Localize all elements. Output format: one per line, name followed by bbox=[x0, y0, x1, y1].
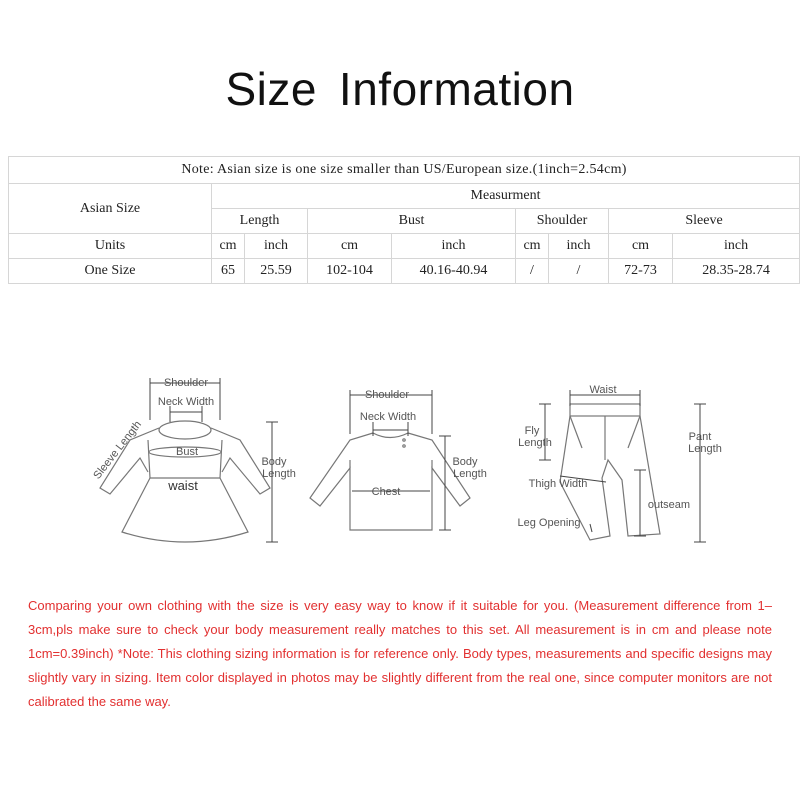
units-label: Units bbox=[9, 234, 212, 259]
dress-sleeve-length-label: Sleeve Length bbox=[91, 418, 145, 482]
value-cell: 102-104 bbox=[308, 259, 392, 284]
title-word-size: Size bbox=[225, 63, 317, 115]
unit-cell: inch bbox=[245, 234, 308, 259]
value-cell: 65 bbox=[212, 259, 245, 284]
group-length: Length bbox=[212, 209, 308, 234]
size-name: One Size bbox=[9, 259, 212, 284]
unit-cell: inch bbox=[392, 234, 516, 259]
pants-fly-length-label: Length bbox=[518, 437, 552, 449]
shirt-shoulder-label: Shoulder bbox=[364, 389, 410, 401]
pants-pant-length-label: Length bbox=[688, 443, 722, 455]
value-cell: / bbox=[549, 259, 609, 284]
dress-shoulder-label: Shoulder bbox=[163, 377, 209, 389]
unit-cell: cm bbox=[212, 234, 245, 259]
table-note: Note: Asian size is one size smaller than US/European size.(1inch=2.54cm) bbox=[9, 157, 800, 184]
unit-cell: cm bbox=[308, 234, 392, 259]
shirt-chest-label: Chest bbox=[371, 486, 401, 498]
dress-bust-label: Bust bbox=[175, 446, 199, 458]
shirt-neck-width-label: Neck Width bbox=[359, 411, 417, 423]
pants-fly-label: Fly bbox=[524, 425, 540, 437]
group-bust: Bust bbox=[308, 209, 516, 234]
value-cell: 28.35-28.74 bbox=[673, 259, 800, 284]
pants-leg-opening-label: Leg Opening bbox=[517, 517, 581, 529]
measurement-diagrams bbox=[0, 360, 800, 560]
value-cell: / bbox=[516, 259, 549, 284]
value-cell: 72-73 bbox=[609, 259, 673, 284]
dress-length-label: Length bbox=[262, 468, 296, 480]
value-cell: 25.59 bbox=[245, 259, 308, 284]
shirt-length-label: Length bbox=[453, 468, 487, 480]
table-row bbox=[9, 259, 800, 284]
sizing-disclaimer: Comparing your own clothing with the size is very easy way to know if it suitable for you. (Measurement difference from 1– 3cm,pls make sure to check your body measurement really matches to this set. All measurement is in cm and please note 1cm=0.39inch) *Note: This clothing sizing information is for reference only. Body types, measurements and specific designs may slightly vary in sizing. Item color displayed in photos may be slightly different from the real one, since computer monitors are not calibrated the same way. bbox=[28, 598, 772, 709]
pants-outseam-label: outseam bbox=[647, 499, 691, 511]
group-shoulder: Shoulder bbox=[516, 209, 609, 234]
table-header-row bbox=[9, 184, 800, 209]
asian-size-header: Asian Size bbox=[9, 184, 212, 234]
pants-thigh-width-label: Thigh Width bbox=[528, 478, 588, 490]
group-sleeve: Sleeve bbox=[609, 209, 800, 234]
table-note-row bbox=[9, 157, 800, 184]
shirt-diagram bbox=[300, 360, 500, 560]
dress-body-label: Body bbox=[261, 456, 287, 468]
unit-cell: cm bbox=[516, 234, 549, 259]
pants-pant-label: Pant bbox=[688, 431, 712, 443]
dress-diagram bbox=[90, 360, 296, 560]
shirt-body-label: Body bbox=[452, 456, 478, 468]
pants-waist-label: Waist bbox=[589, 384, 617, 396]
unit-cell: inch bbox=[673, 234, 800, 259]
measurement-header: Measurment bbox=[212, 184, 800, 209]
pants-diagram bbox=[510, 360, 730, 560]
value-cell: 40.16-40.94 bbox=[392, 259, 516, 284]
size-table bbox=[8, 156, 800, 284]
dress-waist-label: waist bbox=[168, 478, 198, 493]
page-title bbox=[0, 62, 800, 116]
title-word-information: Information bbox=[338, 63, 575, 115]
unit-cell: cm bbox=[609, 234, 673, 259]
unit-cell: inch bbox=[549, 234, 609, 259]
dress-neck-width-label: Neck Width bbox=[157, 396, 215, 408]
table-units-row bbox=[9, 234, 800, 259]
